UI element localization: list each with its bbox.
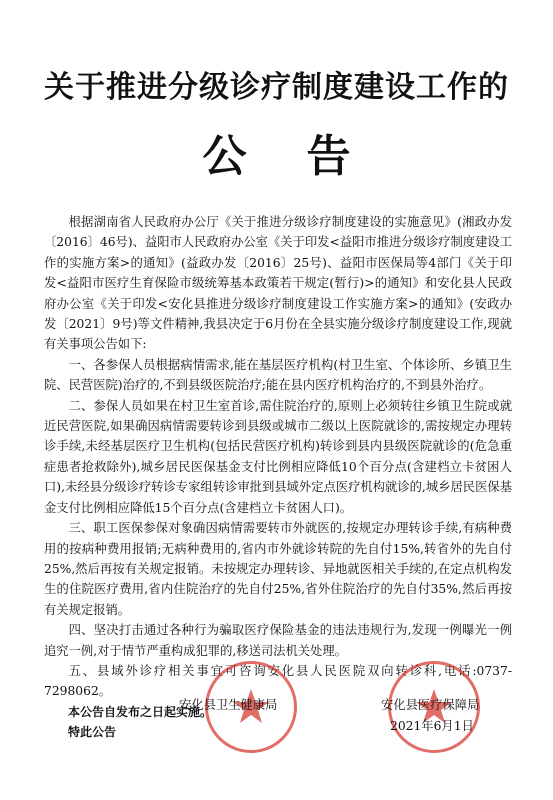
paragraph-item-5: 五、县域外诊疗相关事宜可咨询安化县人民医院双向转诊科,电话:0737-7298062。	[44, 663, 512, 699]
paragraph-intro: 根据湖南省人民政府办公厅《关于推进分级诊疗制度建设的实施意见》(湘政办发〔2016〕46号)、益阳市人民政府办公室《关于印发<益阳市推进分级诊疗制度建设工作的实施方案>的通知》(益政办发〔2016〕25号)、益阳市医保局等4部门《关于印发<益阳市医疗生育保险市级统筹基本政策若干规定(暂行)>的通知》和安化县人民政府办公室《关于印发<安化县推进分级诊疗制度建设工作实施方案>的通知》(安政办发〔2021〕9号)等文件精神,我县决定于6月份在全县实施分级诊疗制度建设工作,现就有关事项公告如下:	[44, 215, 512, 352]
paragraph-item-3: 三、职工医保参保对象确因病情需要转市外就医的,按规定办理转诊手续,有病种费用的按病种费用报销;无病种费用的,省内市外就诊转院的先自付15%,转省外的先自付25%,然后再按有关规定报销。未按规定办理转诊、异地就医相关手续的,在定点机构发生的住院医疗费用,省内住院治疗的先自付25%,省外住院治疗的先自付35%,然后再按有关规定报销。	[44, 521, 512, 617]
special-note: 特此公告	[68, 725, 117, 740]
notice-heading: 公告	[202, 131, 411, 182]
paragraph-item-2: 二、参保人员如果在村卫生室首诊,需住院治疗的,原则上必须转往乡镇卫生院或就近民营医院,如果确因病情需要转诊到县级或城市二级以上医院就诊的,需按规定办理转诊手续,未经基层医疗卫生机构(包括民营医疗机构)转诊到县内县级医院就诊的(危急重症患者抢救除外),城乡居民医保基金支付比例相应降低10个百分点(含建档立卡贫困人口),未经县分级诊疗转诊专家组转诊审批到县域外定点医疗机构就诊的,城乡居民医保基金支付比例相应降低15个百分点(含建档立卡贫困人口)。	[44, 398, 512, 515]
paragraph-item-1: 一、各参保人员根据病情需求,能在基层医疗机构(村卫生室、个体诊所、乡镇卫生院、民营医院)治疗的,不到县级医院治疗;能在县内医疗机构治疗的,不到县外治疗。	[44, 357, 512, 393]
signatory-left: 安化县卫生健康局	[179, 698, 278, 712]
paragraph-item-4: 四、坚决打击通过各种行为骗取医疗保险基金的违法违规行为,发现一例曝光一例追究一例,对于情节严重构成犯罪的,移送司法机关处理。	[44, 623, 512, 658]
effective-note: 本公告自发布之日起实施。	[68, 704, 213, 719]
issue-date: 2021年6月1日	[390, 719, 474, 733]
notice-title: 关于推进分级诊疗制度建设工作的	[44, 70, 509, 105]
signatory-right: 安化县医疗保障局	[381, 698, 480, 712]
